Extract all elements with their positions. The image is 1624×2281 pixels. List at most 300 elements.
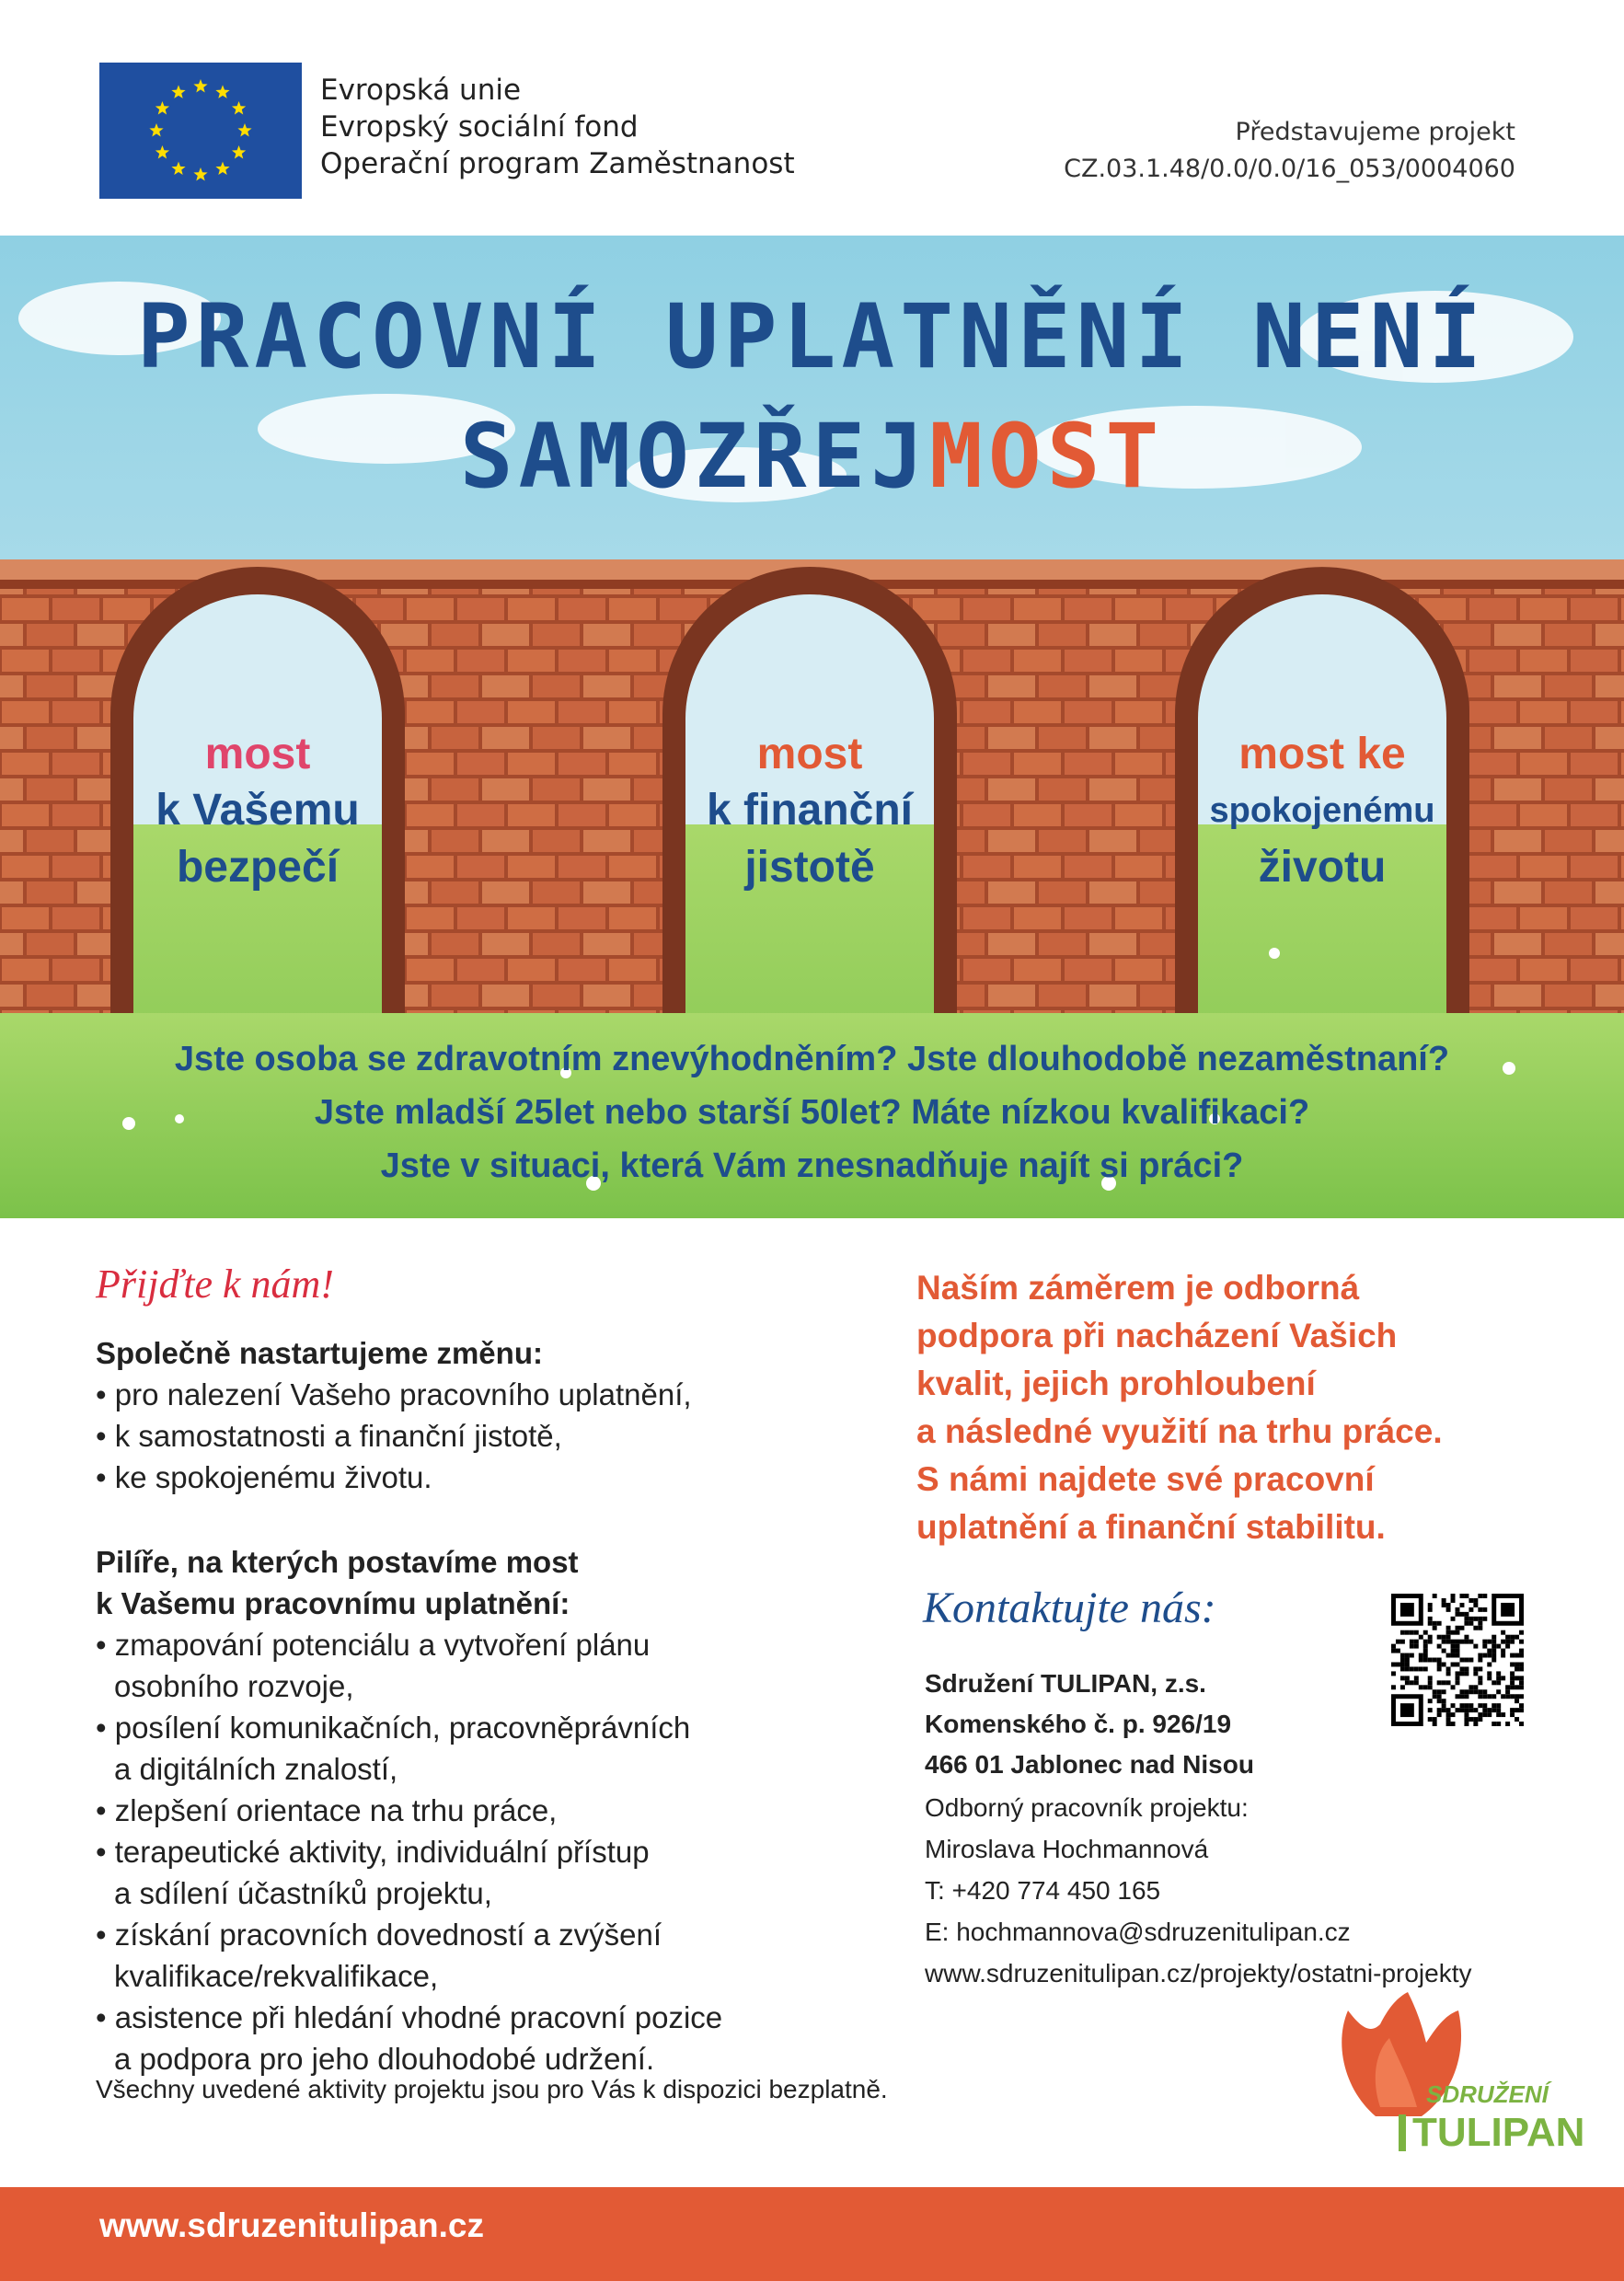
qr-module [1496,1689,1501,1694]
qr-module [1437,1712,1442,1717]
qr-module [1446,1708,1451,1712]
qr-module [1505,1694,1510,1699]
free-note: Všechny uvedené aktivity projektu jsou pro Vás k dispozici bezplatně. [96,2075,888,2103]
qr-module [1456,1653,1460,1658]
qr-module [1510,1635,1515,1640]
qr-module [1482,1712,1487,1717]
qr-code-graphic [1391,1594,1524,1726]
qr-module [1464,1640,1469,1644]
qr-module [1469,1708,1473,1712]
qr-module [1442,1640,1446,1644]
aim-statement [916,1264,1443,1551]
title-part-a: SAMOZŘEJ [459,405,930,508]
tulipan-logo [1325,1987,1585,2155]
qr-module [1464,1658,1469,1663]
qr-module [1510,1708,1515,1712]
qr-module [1446,1666,1451,1671]
qr-module [1451,1649,1456,1653]
banner-title-line1: PRACOVNÍ UPLATNĚNÍ NENÍ [136,285,1488,388]
qr-module [1428,1621,1433,1626]
qr-module [1478,1666,1482,1671]
footer-website-link[interactable]: www.sdruzenitulipan.cz [99,2206,485,2244]
qr-module [1515,1635,1519,1640]
qr-module [1519,1680,1524,1685]
qr-module [1451,1703,1456,1708]
qr-module [1515,1662,1519,1666]
qr-module [1515,1653,1519,1658]
project-code: CZ.03.1.48/0.0/0.0/16_053/0004060 [1064,155,1515,183]
qr-module [1419,1653,1423,1658]
arch-top: most ke [1238,730,1406,778]
qr-module [1400,1658,1405,1663]
qr-module [1428,1699,1433,1703]
organization-address [925,1664,1254,1785]
qr-module [1496,1676,1501,1680]
qr-module [1501,1640,1505,1644]
qr-module [1464,1594,1469,1598]
qr-module [1473,1617,1478,1621]
qr-module [1473,1644,1478,1649]
eu-flag-logo [99,63,302,199]
qr-module [1478,1694,1482,1699]
qr-module [1400,1666,1405,1671]
qr-module [1473,1603,1478,1607]
qr-module [1487,1653,1492,1658]
list-item-cont: a digitálních znalostí, [114,1752,398,1786]
qr-module [1515,1717,1519,1722]
qr-module [1446,1717,1451,1722]
qr-module [1469,1685,1473,1689]
arch-top: most [204,730,311,778]
arch-line2: k Vašemu [155,786,360,835]
qr-module [1501,1676,1505,1680]
qr-module [1478,1676,1482,1680]
qr-module [1428,1680,1433,1685]
qr-module [1519,1703,1524,1708]
qr-module [1405,1630,1410,1635]
qr-module [1419,1666,1423,1671]
qr-module [1464,1666,1469,1671]
phone[interactable]: T: +420 774 450 165 [925,1876,1161,1905]
qr-module [1515,1676,1519,1680]
list-item-cont: a podpora pro jeho dlouhodobé udržení. [114,2042,655,2076]
qr-module [1456,1607,1460,1612]
qr-code-icon[interactable] [1391,1594,1524,1726]
qr-module [1473,1666,1478,1671]
qr-module [1510,1694,1515,1699]
question-line: Jste mladší 25let nebo starší 50let? Máte nízkou kvalifikaci? [314,1093,1310,1132]
web-link[interactable]: www.sdruzenitulipan.cz/projekty/ostatni-projekty [925,1959,1472,1987]
qr-module [1446,1635,1451,1640]
qr-module [1482,1653,1487,1658]
qr-module [1478,1594,1482,1598]
qr-module [1519,1653,1524,1658]
qr-module [1482,1644,1487,1649]
qr-module [1482,1617,1487,1621]
qr-module [1428,1658,1433,1663]
qr-module [1469,1617,1473,1621]
qr-module [1459,1671,1464,1676]
qr-module [1487,1712,1492,1717]
qr-module [1519,1676,1524,1680]
qr-module [1391,1662,1396,1666]
qr-module [1400,1676,1405,1680]
list-item: • zlepšení orientace na trhu práce, [96,1793,558,1827]
qr-module [1510,1653,1515,1658]
qr-module [1437,1658,1442,1663]
qr-module [1400,1685,1405,1689]
qr-module [1505,1689,1510,1694]
aim-line: a následné využití na trhu práce. [916,1412,1443,1450]
qr-module [1496,1671,1501,1676]
logo-text-2: TULIPAN [1412,2110,1585,2155]
qr-module [1391,1671,1396,1676]
qr-module [1515,1708,1519,1712]
qr-module [1505,1685,1510,1689]
qr-module [1456,1644,1460,1649]
qr-module [1391,1644,1396,1649]
qr-module [1433,1626,1437,1630]
staff-name: Miroslava Hochmannová [925,1835,1209,1863]
email-link[interactable]: E: hochmannova@sdruzenitulipan.cz [925,1918,1351,1946]
qr-module [1442,1635,1446,1640]
qr-module [1469,1717,1473,1722]
qr-module [1456,1626,1460,1630]
qr-module [1496,1712,1501,1717]
qr-module [1410,1653,1414,1658]
qr-module [1469,1598,1473,1603]
qr-module [1473,1626,1478,1630]
qr-module [1414,1630,1419,1635]
qr-module [1442,1598,1446,1603]
qr-module [1487,1662,1492,1666]
qr-module [1446,1653,1451,1658]
qr-module [1492,1680,1496,1685]
qr-module [1501,1603,1515,1617]
qr-module [1433,1658,1437,1663]
qr-module [1437,1708,1442,1712]
qr-module [1510,1671,1515,1676]
qr-module [1437,1662,1442,1666]
qr-module [1451,1685,1456,1689]
contact-heading: Kontaktujte nás: [923,1584,1216,1632]
qr-module [1410,1630,1414,1635]
qr-module [1437,1635,1442,1640]
qr-module [1428,1685,1433,1689]
qr-module [1492,1722,1496,1726]
qr-module [1456,1671,1460,1676]
change-section [96,1332,692,1498]
arch-label-1 [133,727,382,896]
qr-module [1459,1666,1464,1671]
qr-module [1437,1694,1442,1699]
qr-module [1451,1630,1456,1635]
eu-line: Evropský sociální fond [320,110,639,144]
qr-module [1423,1685,1428,1689]
qr-module [1428,1708,1433,1712]
qr-module [1451,1653,1456,1658]
aim-line: uplatnění a finanční stabilitu. [916,1508,1386,1546]
list-item: • k samostatnosti a finanční jistotě, [96,1419,562,1453]
qr-module [1437,1621,1442,1626]
qr-module [1492,1653,1496,1658]
qr-module [1510,1676,1515,1680]
qr-module [1456,1630,1460,1635]
qr-module [1519,1685,1524,1689]
qr-module [1478,1680,1482,1685]
qr-module [1519,1722,1524,1726]
qr-module [1451,1640,1456,1644]
qr-module [1478,1617,1482,1621]
qr-module [1410,1640,1414,1644]
qr-module [1437,1699,1442,1703]
section-heading: Pilíře, na kterých postavíme most [96,1545,579,1579]
qr-module [1478,1658,1482,1663]
qr-module [1492,1640,1496,1644]
qr-module [1423,1640,1428,1644]
project-intro: Představujeme projekt [1235,118,1515,146]
project-info [1064,114,1515,188]
qr-module [1459,1703,1464,1708]
qr-module [1442,1662,1446,1666]
qr-module [1510,1712,1515,1717]
qr-module [1519,1662,1524,1666]
qr-module [1478,1703,1482,1708]
qr-module [1473,1598,1478,1603]
qr-module [1505,1635,1510,1640]
qr-module [1396,1640,1400,1644]
qr-module [1501,1630,1505,1635]
qr-module [1405,1676,1410,1680]
qr-module [1446,1603,1451,1607]
come-to-us-heading: Přijďte k nám! [96,1261,334,1307]
qr-module [1473,1708,1478,1712]
section-heading: k Vašemu pracovnímu uplatnění: [96,1586,570,1620]
qr-module [1428,1676,1433,1680]
question-line: Jste osoba se zdravotním znevýhodněním? Jste dlouhodobě nezaměstnaní? [174,1040,1450,1078]
qr-module [1510,1685,1515,1689]
qr-module [1414,1644,1419,1649]
qr-module [1428,1617,1433,1621]
qr-module [1400,1630,1405,1635]
qr-module [1456,1662,1460,1666]
qr-module [1446,1640,1451,1644]
qr-module [1446,1680,1451,1685]
qr-module [1428,1640,1433,1644]
qr-module [1505,1722,1510,1726]
qr-module [1464,1717,1469,1722]
qr-module [1419,1635,1423,1640]
qr-module [1478,1626,1482,1630]
qr-module [1519,1649,1524,1653]
qr-module [1482,1689,1487,1694]
qr-module [1464,1703,1469,1708]
qr-module [1442,1649,1446,1653]
qr-module [1400,1703,1414,1717]
qr-module [1437,1666,1442,1671]
list-item-cont: osobního rozvoje, [114,1669,354,1703]
list-item-cont: a sdílení účastníků projektu, [114,1876,492,1910]
title-part-b: MOST [929,405,1165,508]
qr-module [1423,1653,1428,1658]
staff-label: Odborný pracovník projektu: [925,1793,1249,1822]
qr-module [1473,1689,1478,1694]
qr-module [1459,1626,1464,1630]
qr-module [1482,1607,1487,1612]
qr-module [1446,1671,1451,1676]
list-item: • získání pracovních dovedností a zvýšení [96,1918,662,1952]
qr-module [1423,1649,1428,1653]
qr-module [1414,1640,1419,1644]
qr-module [1515,1694,1519,1699]
qr-module [1464,1612,1469,1617]
qr-module [1410,1666,1414,1671]
qr-module [1456,1676,1460,1680]
qr-module [1414,1666,1419,1671]
qr-module [1496,1703,1501,1708]
qr-module [1437,1680,1442,1685]
qr-module [1437,1644,1442,1649]
list-item: • zmapování potenciálu a vytvoření plánu [96,1628,651,1662]
qr-module [1478,1607,1482,1612]
qr-module [1519,1666,1524,1671]
list-item: • terapeutické aktivity, individuální přístup [96,1835,650,1869]
aim-line: kvalit, jejich prohloubení [916,1365,1316,1402]
qr-module [1459,1594,1464,1598]
list-item: • pro nalezení Vašeho pracovního uplatnění, [96,1377,692,1411]
qr-module [1442,1689,1446,1694]
section-heading: Společně nastartujeme změnu: [96,1336,543,1370]
qr-module [1405,1662,1410,1666]
qr-module [1456,1708,1460,1712]
qr-module [1456,1694,1460,1699]
qr-module [1433,1694,1437,1699]
qr-module [1456,1640,1460,1644]
arch-line3: bezpečí [176,843,340,892]
qr-module [1492,1708,1496,1712]
qr-module [1464,1694,1469,1699]
qr-module [1510,1680,1515,1685]
qr-module [1464,1635,1469,1640]
qr-module [1442,1708,1446,1712]
qr-module [1487,1671,1492,1676]
qr-module [1473,1717,1478,1722]
question-line: Jste v situaci, která Vám znesnadňuje najít si práci? [380,1146,1244,1185]
qr-module [1400,1603,1414,1617]
qr-module [1400,1653,1405,1658]
qr-module [1482,1640,1487,1644]
arch-top: most [756,730,863,778]
aim-line: S námi najdete své pracovní [916,1460,1375,1498]
qr-module [1469,1607,1473,1612]
qr-module [1473,1671,1478,1676]
qr-module [1451,1644,1456,1649]
qr-module [1423,1666,1428,1671]
qr-module [1515,1699,1519,1703]
qr-module [1433,1621,1437,1626]
qr-module [1446,1626,1451,1630]
qr-module [1515,1666,1519,1671]
qr-module [1433,1717,1437,1722]
list-item: • ke spokojenému životu. [96,1460,432,1494]
qr-module [1446,1712,1451,1717]
qr-module [1482,1694,1487,1699]
qr-module [1396,1662,1400,1666]
qr-module [1464,1708,1469,1712]
qr-module [1473,1722,1478,1726]
qr-module [1423,1630,1428,1635]
qr-module [1459,1658,1464,1663]
qr-module [1492,1644,1496,1649]
eu-stars-icon [99,63,302,199]
qr-module [1451,1722,1456,1726]
qr-module [1391,1685,1396,1689]
qr-module [1437,1689,1442,1694]
qr-module [1492,1694,1496,1699]
qr-module [1501,1712,1505,1717]
qr-module [1496,1644,1501,1649]
qr-module [1451,1594,1456,1598]
qr-module [1428,1607,1433,1612]
qr-module [1496,1708,1501,1712]
aim-line: podpora při nacházení Vašich [916,1317,1398,1354]
qr-module [1442,1603,1446,1607]
address-line: 466 01 Jablonec nad Nisou [925,1750,1254,1779]
qr-module [1446,1630,1451,1635]
list-item-cont: kvalifikace/rekvalifikace, [114,1959,439,1993]
qr-module [1428,1635,1433,1640]
qr-module [1464,1617,1469,1621]
qr-module [1428,1603,1433,1607]
qr-module [1469,1621,1473,1626]
qr-module [1400,1640,1405,1644]
qr-module [1442,1699,1446,1703]
aim-line: Naším záměrem je odborná [916,1269,1360,1307]
qr-module [1405,1653,1410,1658]
qr-module [1410,1680,1414,1685]
qr-module [1451,1712,1456,1717]
qr-module [1519,1640,1524,1644]
qr-module [1405,1666,1410,1671]
qr-module [1405,1658,1410,1663]
qr-module [1496,1722,1501,1726]
arch-label-2 [685,727,934,896]
qr-module [1501,1653,1505,1658]
qr-module [1496,1680,1501,1685]
qr-module [1469,1658,1473,1663]
qr-module [1487,1694,1492,1699]
qr-module [1492,1635,1496,1640]
arch-line2: spokojenému [1209,791,1435,830]
qr-module [1464,1712,1469,1717]
qr-module [1501,1694,1505,1699]
qr-module [1446,1722,1451,1726]
qr-module [1478,1712,1482,1717]
qr-module [1464,1621,1469,1626]
qr-module [1519,1694,1524,1699]
qr-module [1501,1649,1505,1653]
qr-module [1456,1649,1460,1653]
list-item: • asistence při hledání vhodné pracovní pozice [96,2000,723,2034]
qr-module [1464,1689,1469,1694]
qr-module [1492,1658,1496,1663]
eu-line: Operační program Zaměstnanost [320,147,795,180]
arch-line2: k finanční [706,786,914,835]
tulip-icon [1325,1987,1585,2155]
qr-module [1492,1703,1496,1708]
qr-module [1469,1640,1473,1644]
qr-module [1414,1680,1419,1685]
